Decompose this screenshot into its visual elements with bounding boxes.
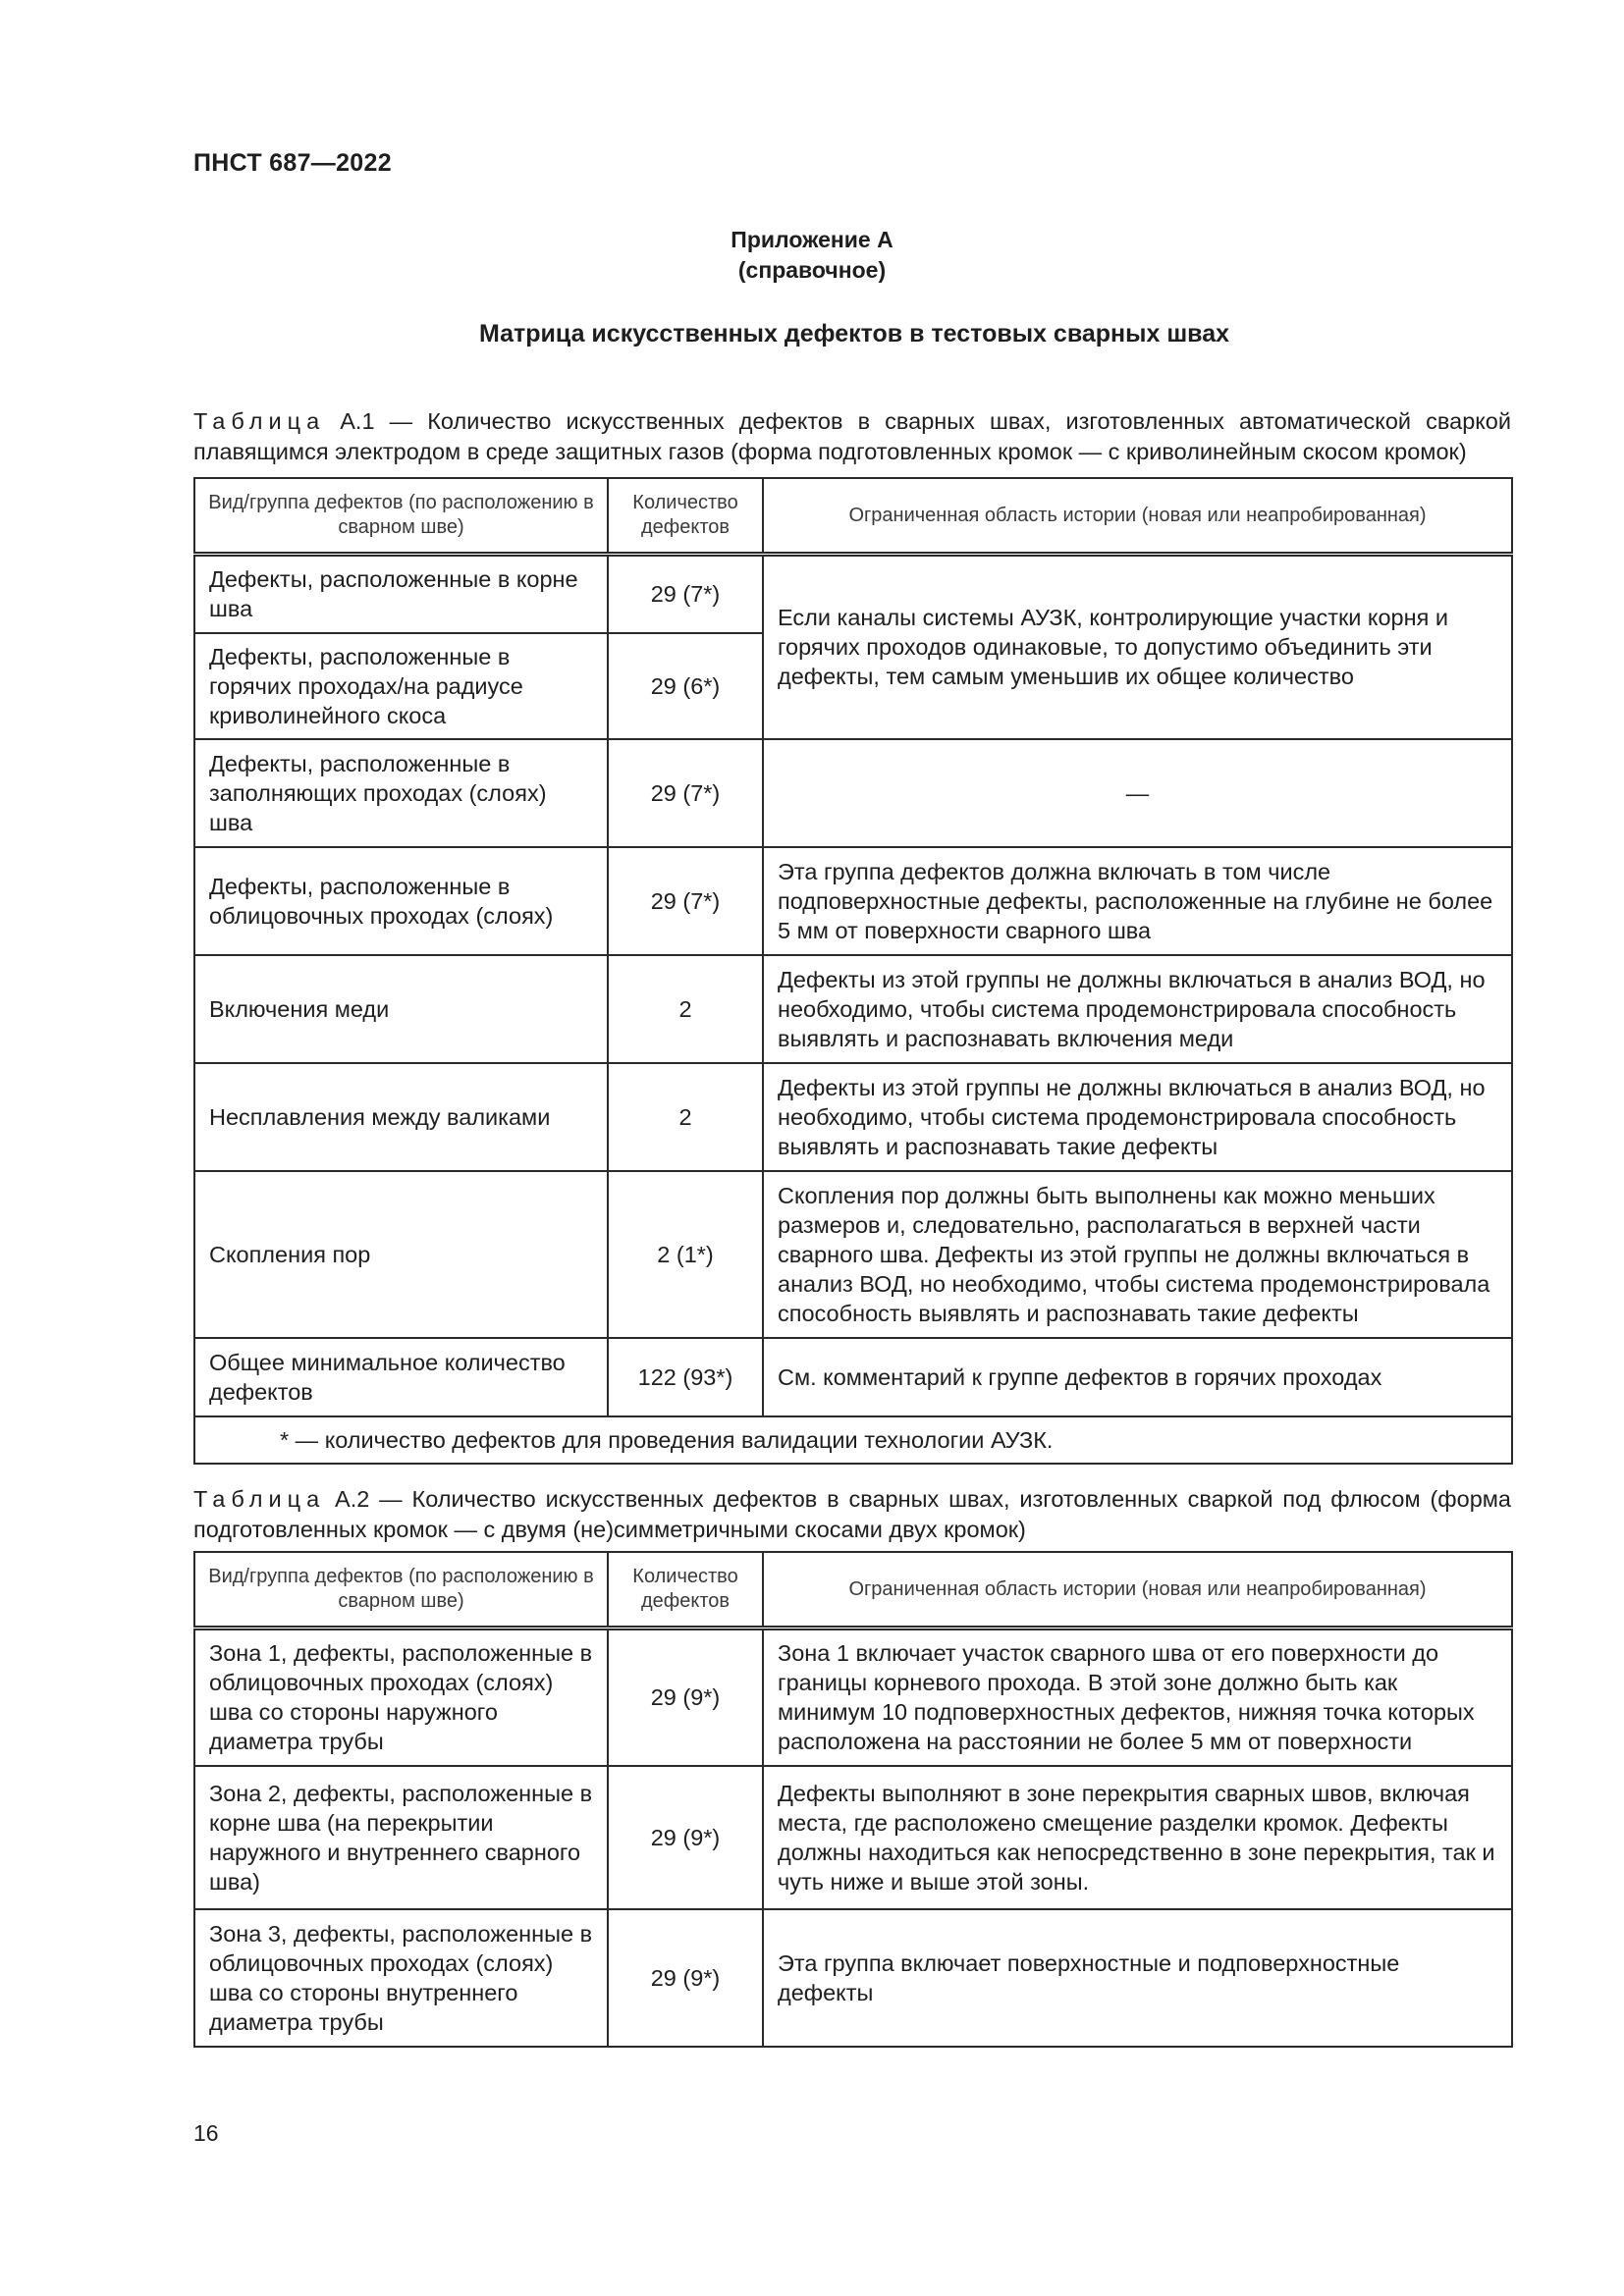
appendix-subtitle: (справочное) <box>737 257 887 283</box>
table1-row3-note: — <box>763 739 1512 847</box>
table2-header-count: Количество дефектов <box>608 1552 763 1629</box>
table1-row4-group: Дефекты, расположенные в облицовочных проходах (слоях) <box>194 847 608 955</box>
table1-row7-note: Скопления пор должны быть выполнены как можно меньших размеров и, следовательно, располагаться в верхней части сварного шва. Дефекты из этой группы не должны включаться в анализ ВОД, но необходимо, чтобы система продемонстрировала способность выявлять и распознавать такие дефекты <box>763 1171 1512 1338</box>
table1-row3-group: Дефекты, расположенные в заполняющих проходах (слоях) шва <box>194 739 608 847</box>
table2-header-group: Вид/группа дефектов (по расположению в сварном шве) <box>194 1552 608 1629</box>
table-row <box>194 555 1512 633</box>
table1-header-group: Вид/группа дефектов (по расположению в сварном шве) <box>194 478 608 555</box>
table1-row8-group: Общее минимальное количество дефектов <box>194 1338 608 1416</box>
table-row <box>194 1909 1512 2047</box>
table1-footnote: * — количество дефектов для проведения валидации технологии АУЗК. <box>194 1416 1512 1464</box>
document-code: ПНСТ 687—2022 <box>193 149 392 177</box>
table1-header-row <box>194 478 1512 555</box>
table-row <box>194 1766 1512 1909</box>
table1-footnote-row <box>194 1416 1512 1464</box>
table-row <box>194 955 1512 1063</box>
table2-row1-note: Зона 1 включает участок сварного шва от его поверхности до границы корневого прохода. В этой зоне должно быть как минимум 10 подповерхностных дефектов, нижняя точка которых расположена на расстоянии не более 5 мм от поверхности <box>763 1629 1512 1766</box>
table1-row5-count: 2 <box>608 955 763 1063</box>
table1-header-note: Ограниченная область истории (новая или неапробированная) <box>763 478 1512 555</box>
table1-row8-count: 122 (93*) <box>608 1338 763 1416</box>
table2-row1-count: 29 (9*) <box>608 1629 763 1766</box>
table2-header-note: Ограниченная область истории (новая или неапробированная) <box>763 1552 1512 1629</box>
table2-row2-note: Дефекты выполняют в зоне перекрытия сварных швов, включая места, где расположено смещение разделки кромок. Дефекты должны находиться как непосредственно в зоне перекрытия, так и чуть ниже и выше этой зоны. <box>763 1766 1512 1909</box>
table2-row3-note: Эта группа включает поверхностные и подповерхностные дефекты <box>763 1909 1512 2047</box>
table1-row8-note: См. комментарий к группе дефектов в горячих проходах <box>763 1338 1512 1416</box>
table2-caption <box>193 1484 1511 1545</box>
table2-row3-count: 29 (9*) <box>608 1909 763 2047</box>
table1-row6-group: Несплавления между валиками <box>194 1063 608 1171</box>
table1-row7-group: Скопления пор <box>194 1171 608 1338</box>
table1-row6-note: Дефекты из этой группы не должны включаться в анализ ВОД, но необходимо, чтобы система продемонстрировала способность выявлять и распознавать такие дефекты <box>763 1063 1512 1171</box>
table1-merged-note: Если каналы системы АУЗК, контролирующие участки корня и горячих проходов одинаковые, то допустимо объединить эти дефекты, тем самым уменьшив их общее количество <box>763 555 1512 739</box>
table2-header-row <box>194 1552 1512 1629</box>
table2-row1-group: Зона 1, дефекты, расположенные в облицовочных проходах (слоях) шва со стороны наружного диаметра трубы <box>194 1629 608 1766</box>
table2-row2-group: Зона 2, дефекты, расположенные в корне шва (на перекрытии наружного и внутреннего сварного шва) <box>194 1766 608 1909</box>
table2 <box>193 1551 1513 2048</box>
table1-row7-count: 2 (1*) <box>608 1171 763 1338</box>
table2-caption-label: Таблица <box>193 1486 326 1512</box>
table1 <box>193 477 1513 1465</box>
table2-row2-count: 29 (9*) <box>608 1766 763 1909</box>
table-row <box>194 1063 1512 1171</box>
table1-caption-text: А.1 — Количество искусственных дефектов в сварных швах, изготовленных автоматической сваркой плавящимся электродом в среде защитных газов (форма подготовленных кромок — с криволинейным скосом кромок) <box>193 408 1511 464</box>
table2-row3-group: Зона 3, дефекты, расположенные в облицовочных проходах (слоях) шва со стороны внутреннего диаметра трубы <box>194 1909 608 2047</box>
table1-row2-group: Дефекты, расположенные в горячих проходах/на радиусе криволинейного скоса <box>194 633 608 739</box>
table1-row4-note: Эта группа дефектов должна включать в том числе подповерхностные дефекты, расположенные на глубине не более 5 мм от поверхности сварного шва <box>763 847 1512 955</box>
table1-caption <box>193 406 1511 467</box>
table-row <box>194 1629 1512 1766</box>
table2-caption-text: А.2 — Количество искусственных дефектов в сварных швах, изготовленных сваркой под флюсом (форма подготовленных кромок — с двумя (не)симметричными скосами двух кромок) <box>193 1486 1511 1542</box>
table1-caption-label: Таблица <box>193 408 326 434</box>
table-row <box>194 739 1512 847</box>
table-row <box>194 847 1512 955</box>
page-number: 16 <box>193 2120 219 2146</box>
main-title: Матрица искусственных дефектов в тестовых сварных швах <box>478 320 1230 347</box>
table1-row4-count: 29 (7*) <box>608 847 763 955</box>
table1-row6-count: 2 <box>608 1063 763 1171</box>
table1-row3-count: 29 (7*) <box>608 739 763 847</box>
appendix-title: Приложение А <box>731 227 893 252</box>
table1-row5-group: Включения меди <box>194 955 608 1063</box>
table1-header-count: Количество дефектов <box>608 478 763 555</box>
table1-row1-group: Дефекты, расположенные в корне шва <box>194 555 608 633</box>
table1-row2-count: 29 (6*) <box>608 633 763 739</box>
table1-row1-count: 29 (7*) <box>608 555 763 633</box>
table-row <box>194 1338 1512 1416</box>
table-row <box>194 1171 1512 1338</box>
table1-row5-note: Дефекты из этой группы не должны включаться в анализ ВОД, но необходимо, чтобы система продемонстрировала способность выявлять и распознавать включения меди <box>763 955 1512 1063</box>
